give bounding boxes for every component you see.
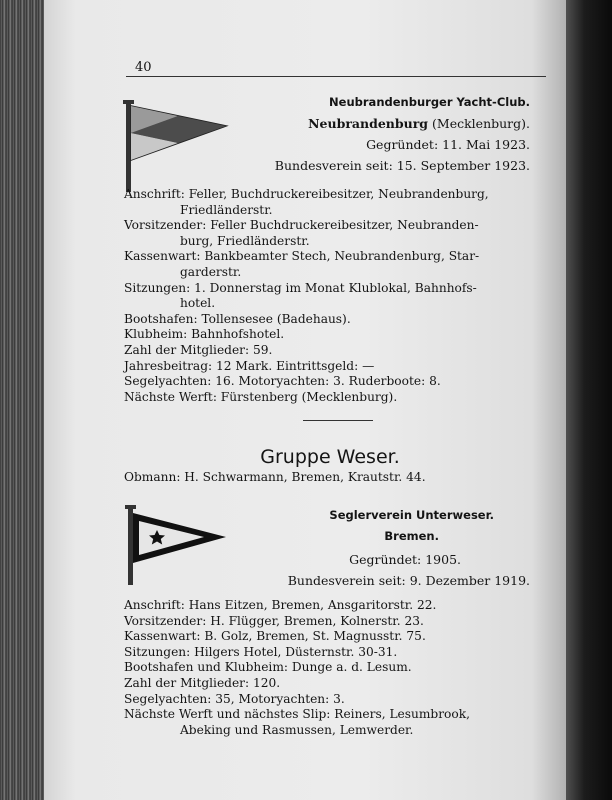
club1-name: Neubrandenburger Yacht-Club. <box>329 95 530 109</box>
page-number: 40 <box>135 60 152 75</box>
club1-location <box>275 113 530 134</box>
club1-location-city: Neubrandenburg <box>308 116 429 131</box>
club2-dates <box>288 549 530 591</box>
club1-entry-treasurer: Kassenwart: Bankbeamter Stech, Neubrandenburg, Star- garderstr. <box>124 249 480 279</box>
club2-entry-address: Anschrift: Hans Eitzen, Bremen, Ansgaritorstr. 22. <box>124 598 437 612</box>
club1-pennant-icon <box>120 98 230 194</box>
club2-entry-shipyard: Nächste Werft und nächstes Slip: Reiners, Lesumbrook, Abeking und Rasmussen, Lemwerder. <box>124 707 470 737</box>
club1-entry-fees: Jahresbeitrag: 12 Mark. Eintrittsgeld: — <box>124 358 375 373</box>
club1-member-since: Bundesverein seit: 15. September 1923. <box>274 158 530 173</box>
club1-founded: Gegründet: 11. Mai 1923. <box>366 137 530 152</box>
club1-entry-boats: Segelyachten: 16. Motoryachten: 3. Ruderboote: 8. <box>124 374 441 389</box>
club1-entry-clubhouse: Klubheim: Bahnhofshotel. <box>124 327 285 342</box>
header-rule <box>126 76 546 77</box>
group-obmann: Obmann: H. Schwarmann, Bremen, Krautstr. 44. <box>124 470 426 484</box>
section-divider <box>303 420 373 421</box>
club2-entry-treasurer: Kassenwart: B. Golz, Bremen, St. Magnusstr. 75. <box>124 629 426 644</box>
club1-entry-members: Zahl der Mitglieder: 59. <box>124 342 273 357</box>
book-gutter-shadow <box>566 0 612 800</box>
club2-entry-members: Zahl der Mitglieder: 120. <box>124 675 281 690</box>
club1-header <box>275 92 530 176</box>
club2-star-pennant-icon <box>122 503 232 587</box>
club2-header <box>329 505 494 547</box>
club2-entry-boats: Segelyachten: 35, Motoryachten: 3. <box>124 691 345 706</box>
club2-founded: Gegründet: 1905. <box>349 552 461 567</box>
club2-city: Bremen. <box>384 529 439 543</box>
club1-entry-harbor: Bootshafen: Tollensesee (Badehaus). <box>124 311 351 326</box>
club2-entry-chairman: Vorsitzender: H. Flügger, Bremen, Kolnerstr. 23. <box>124 613 424 628</box>
club1-entry-chairman: Vorsitzender: Feller Buchdruckereibesitzer, Neubranden- burg, Friedländerstr. <box>124 218 479 248</box>
club2-entry-harbor-clubhouse: Bootshafen und Klubheim: Dunge a. d. Lesum. <box>124 660 412 675</box>
group-title: Gruppe Weser. <box>260 446 400 468</box>
book-page-stack <box>0 0 46 800</box>
club2-entry-meetings: Sitzungen: Hilgers Hotel, Düsternstr. 30-31. <box>124 644 398 659</box>
club1-entry-meetings: Sitzungen: 1. Donnerstag im Monat Klublokal, Bahnhofs- hotel. <box>124 280 477 311</box>
club2-member-since: Bundesverein seit: 9. Dezember 1919. <box>287 573 530 588</box>
club1-location-region: (Mecklenburg). <box>428 116 530 131</box>
club1-details <box>124 187 554 405</box>
club1-entry-shipyard: Nächste Werft: Fürstenberg (Mecklenburg). <box>124 389 398 404</box>
club2-details <box>124 598 554 738</box>
club1-entry-address: Anschrift: Feller, Buchdruckereibesitzer, Neubrandenburg, Friedländerstr. <box>124 187 489 217</box>
club2-name: Seglerverein Unterweser. <box>329 508 494 522</box>
